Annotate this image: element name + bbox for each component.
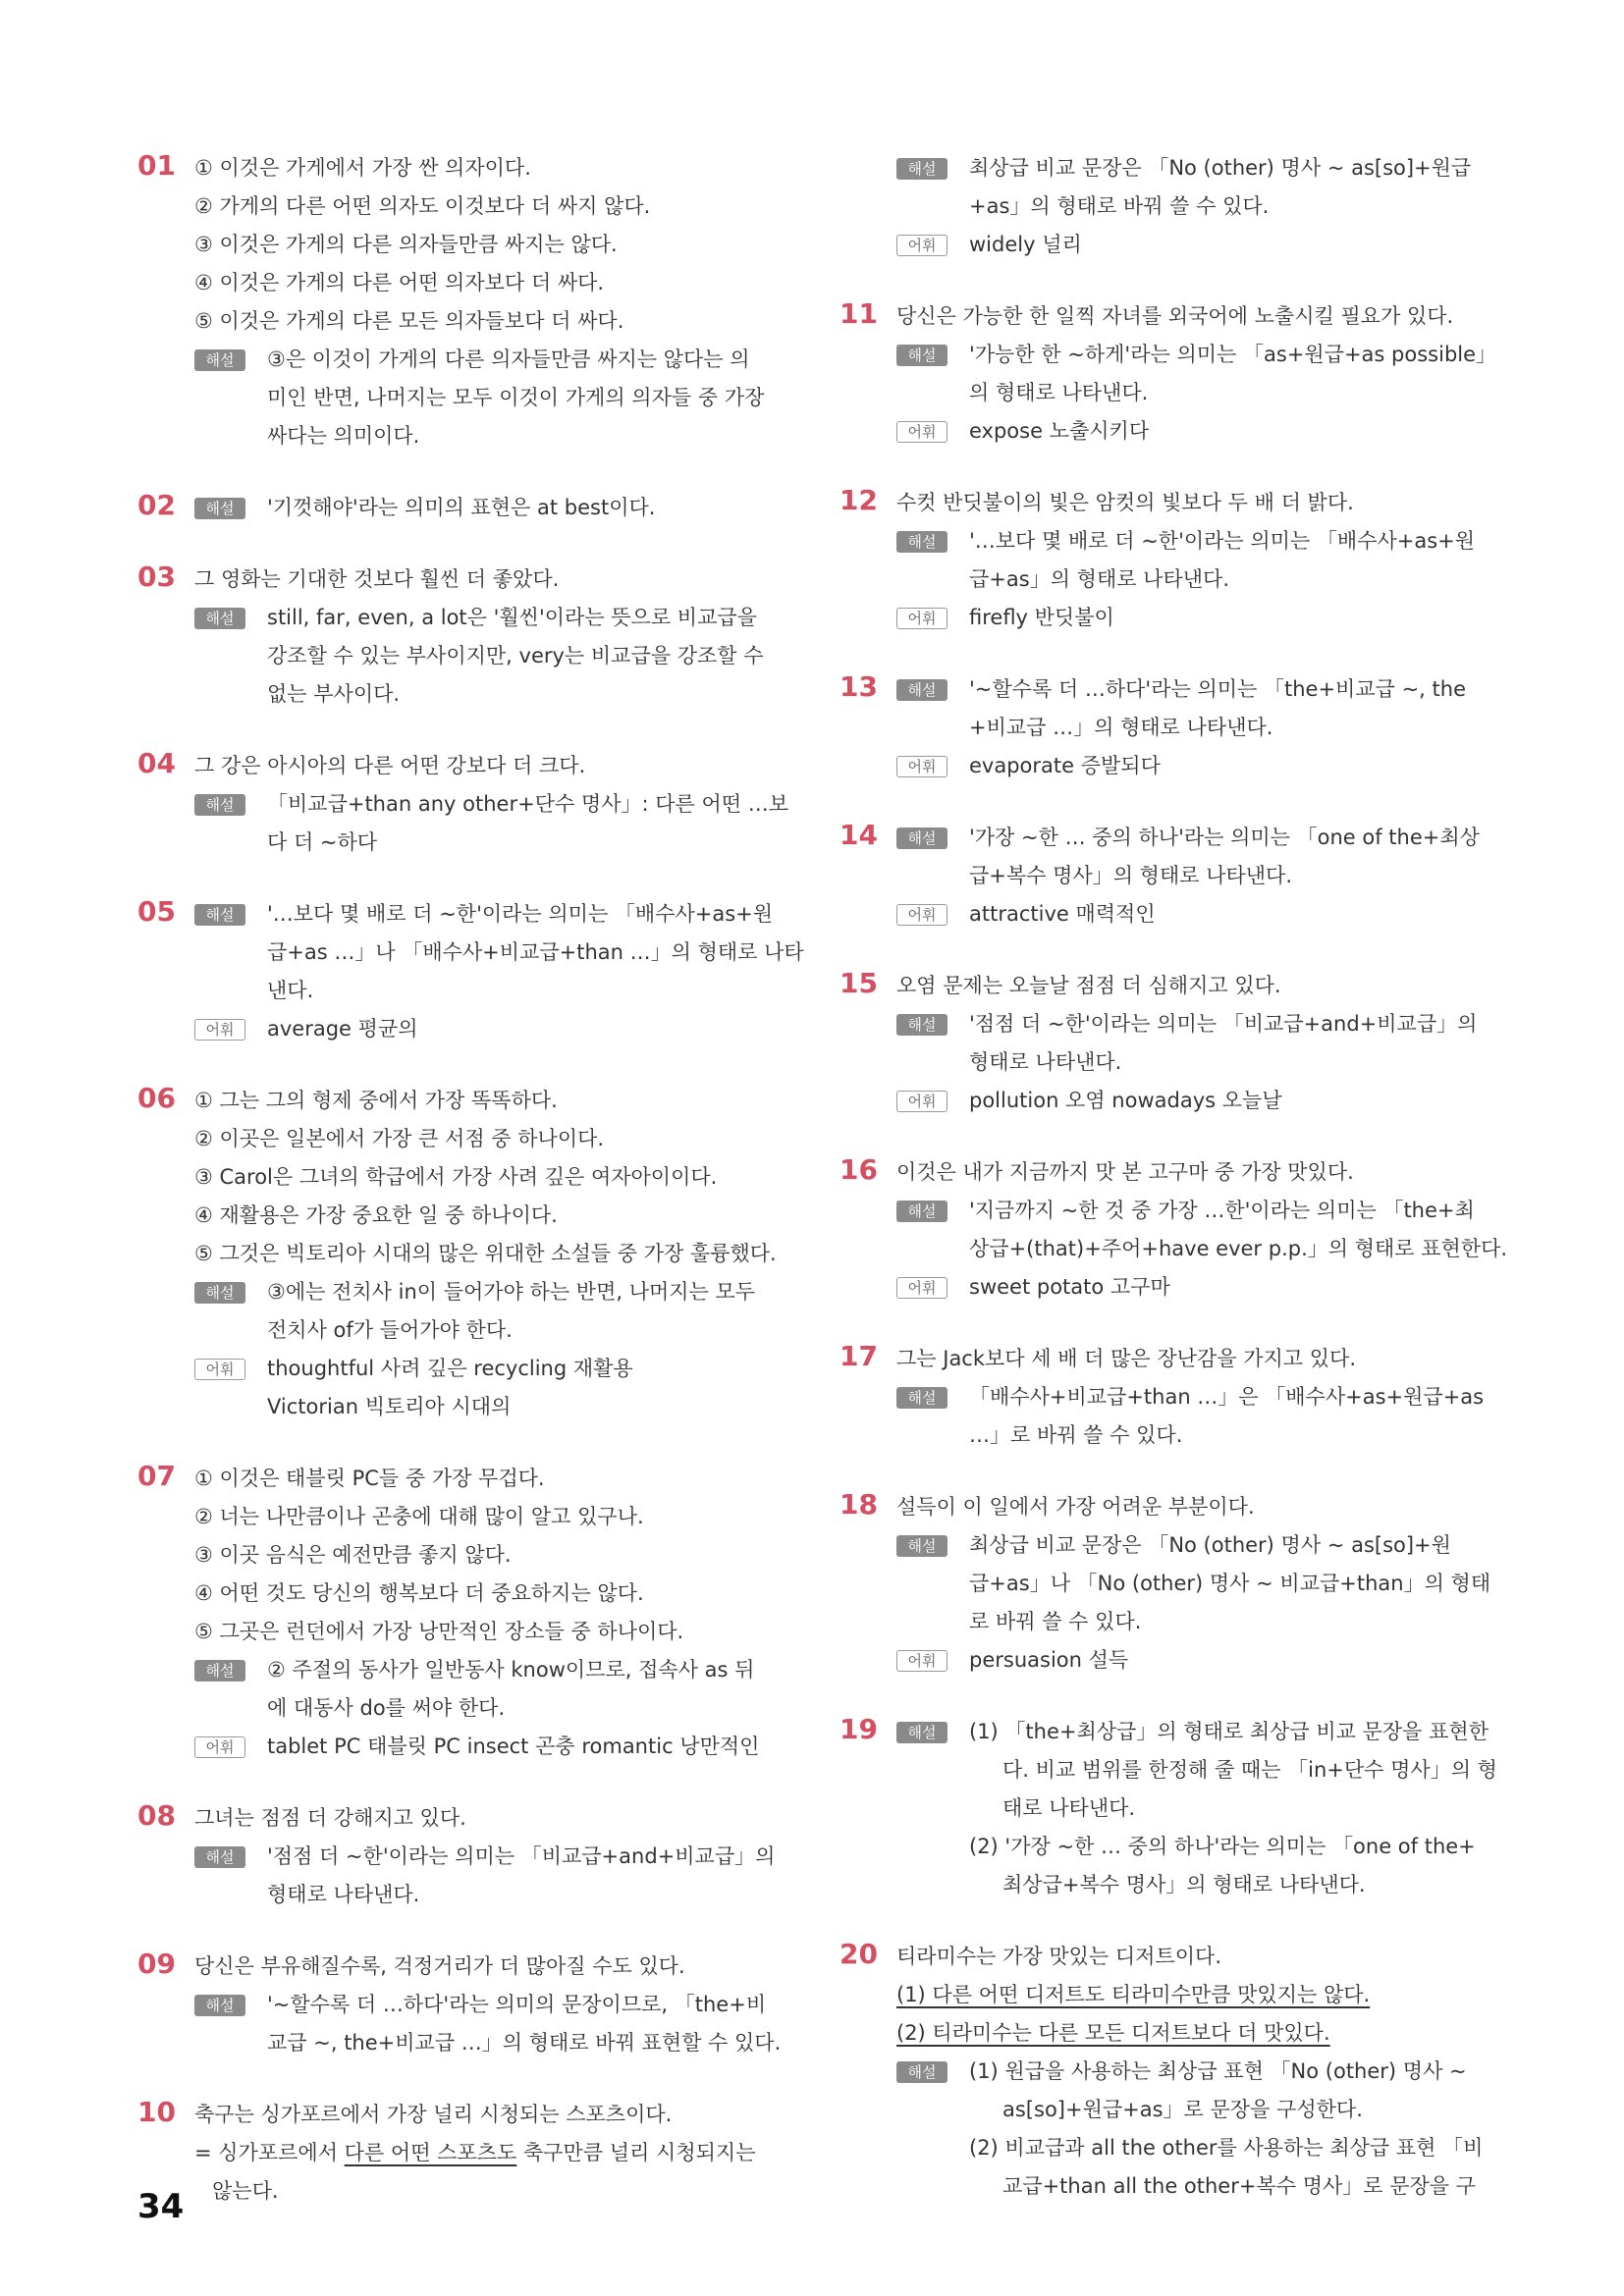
explanation-tag: 해설 xyxy=(896,2061,947,2083)
explanation-tag: 해설 xyxy=(194,498,245,519)
explanation-text: 로 바꿔 쓸 수 있다. xyxy=(969,1610,1142,1633)
sentence-line: 당신은 가능한 한 일찍 자녀를 외국어에 노출시킬 필요가 있다. xyxy=(896,304,1454,328)
question-item xyxy=(839,670,1488,785)
explanation-text: +비교급 …」의 형태로 나타낸다. xyxy=(969,716,1273,739)
explanation-line xyxy=(896,2167,1488,2206)
sentence-line: 이것은 내가 지금까지 맛 본 고구마 중 가장 맛있다. xyxy=(896,1160,1354,1184)
explanation-text: 의 형태로 나타낸다. xyxy=(969,381,1149,404)
explanation-text: 급+as」나 「No (other) 명사 ~ 비교급+than」의 형태 xyxy=(969,1572,1491,1595)
explanation-line xyxy=(194,934,804,972)
vocabulary-text: widely 널리 xyxy=(969,233,1082,256)
vocabulary-tag: 어휘 xyxy=(896,1650,947,1672)
equal-rest: 축구만큼 널리 시청되지는 xyxy=(516,2141,756,2164)
vocabulary-text: evaporate 증발되다 xyxy=(969,754,1161,777)
question-number: 13 xyxy=(839,670,878,703)
explanation-tag: 해설 xyxy=(896,1014,947,1036)
explanation-text: '가장 ~한 … 중의 하나'라는 의미는 「one of the+최상 xyxy=(969,826,1480,849)
sentence-line: ① 이것은 가게에서 가장 싼 의자이다. xyxy=(194,156,531,180)
vocabulary-line xyxy=(896,895,1488,934)
vocabulary-text: thoughtful 사려 깊은 recycling 재활용 xyxy=(267,1357,633,1380)
sentence-line: ④ 어떤 것도 당신의 행복보다 더 중요하지는 않다. xyxy=(194,1581,644,1605)
explanation-text: 낸다. xyxy=(267,979,314,1002)
explanation-line xyxy=(896,1043,1488,1082)
question-item xyxy=(137,149,785,455)
question-item xyxy=(137,1460,785,1766)
explanation-tag: 해설 xyxy=(194,1282,245,1304)
sentence-line: ⑤ 이것은 가게의 다른 모든 의자들보다 더 싸다. xyxy=(194,309,624,333)
right-column xyxy=(839,149,1508,2239)
explanation-tag: 해설 xyxy=(194,794,245,816)
explanation-text: (1) 「the+최상급」의 형태로 최상급 비교 문장을 표현한 xyxy=(969,1720,1489,1743)
vocabulary-line xyxy=(896,747,1488,785)
explanation-line xyxy=(194,417,785,455)
question-number: 01 xyxy=(137,149,176,182)
vocabulary-text: Victorian 빅토리아 시대의 xyxy=(267,1395,512,1418)
explanation-text: 급+as …」나 「배수사+비교급+than …」의 형태로 나타 xyxy=(267,940,804,964)
explanation-tag: 해설 xyxy=(896,1722,947,1743)
explanation-text: '~할수록 더 …하다'라는 의미의 문장이므로, 「the+비 xyxy=(267,1993,767,2016)
question-item xyxy=(137,1799,785,1914)
explanation-text: '기껏해야'라는 의미의 표현은 at best이다. xyxy=(267,496,656,519)
question-item xyxy=(839,819,1488,934)
explanation-tag: 해설 xyxy=(194,1995,245,2016)
explanation-line xyxy=(194,1689,785,1728)
explanation-text: 없는 부사이다. xyxy=(267,682,401,706)
question-number: 03 xyxy=(137,561,176,593)
question-item xyxy=(839,1488,1491,1680)
explanation-line xyxy=(896,2053,1488,2091)
explanation-tag: 해설 xyxy=(194,349,245,371)
sentence-line: ② 가게의 다른 어떤 의자도 이것보다 더 싸지 않다. xyxy=(194,194,651,218)
explanation-text: 미인 반면, 나머지는 모두 이것이 가게의 의자들 중 가장 xyxy=(267,386,765,409)
explanation-line xyxy=(896,2091,1488,2129)
explanation-line xyxy=(896,1828,1488,1866)
sentence-line: ① 그는 그의 형제 중에서 가장 똑똑하다. xyxy=(194,1089,558,1112)
explanation-line xyxy=(896,374,1488,412)
question-number: 19 xyxy=(839,1713,878,1745)
sentence-line: 당신은 부유해질수록, 걱정거리가 더 많아질 수도 있다. xyxy=(194,1954,685,1978)
vocabulary-line xyxy=(896,1641,1488,1680)
question-number: 14 xyxy=(839,819,878,851)
explanation-tag: 해설 xyxy=(194,1846,245,1868)
explanation-tag: 해설 xyxy=(896,531,947,553)
explanation-line xyxy=(194,972,785,1010)
explanation-text: 최상급 비교 문장은 「No (other) 명사 ~ as[so]+원급 xyxy=(969,156,1472,180)
explanation-text: (2) '가장 ~한 … 중의 하나'라는 의미는 「one of the+ xyxy=(969,1835,1476,1858)
explanation-line xyxy=(194,599,785,637)
explanation-tag: 해설 xyxy=(194,1660,245,1682)
sentence-line: 티라미수는 가장 맛있는 디저트이다. xyxy=(896,1945,1221,1968)
explanation-line xyxy=(194,824,785,862)
explanation-line xyxy=(896,1565,1491,1603)
explanation-text: '점점 더 ~한'이라는 의미는 「비교급+and+비교급」의 xyxy=(267,1844,776,1868)
question-item xyxy=(839,149,1488,264)
question-item xyxy=(137,1082,785,1426)
explanation-text: 교급 ~, the+비교급 …」의 형태로 바꿔 표현할 수 있다. xyxy=(267,2031,782,2055)
vocabulary-tag: 어휘 xyxy=(896,608,947,629)
vocabulary-line xyxy=(896,1268,1488,1307)
explanation-text: 상급+(that)+주어+have ever p.p.」의 형태로 표현한다. xyxy=(969,1237,1508,1260)
sentence-line: 설득이 이 일에서 가장 어려운 부분이다. xyxy=(896,1495,1255,1519)
explanation-line xyxy=(194,489,785,527)
vocabulary-tag: 어휘 xyxy=(194,1359,245,1380)
answer-line xyxy=(896,1976,1488,2014)
question-item xyxy=(839,1938,1488,2206)
answer-underlined: (2) 티라미수는 다른 모든 디저트보다 더 맛있다. xyxy=(896,2021,1330,2045)
explanation-line xyxy=(896,561,1488,599)
vocabulary-text: average 평균의 xyxy=(267,1017,418,1041)
explanation-text: 급+복수 명사」의 형태로 나타낸다. xyxy=(969,864,1293,887)
explanation-line xyxy=(896,149,1488,187)
question-item xyxy=(137,2096,785,2211)
equivalent-sentence xyxy=(194,2134,785,2172)
vocabulary-tag: 어휘 xyxy=(194,1736,245,1758)
vocabulary-text: pollution 오염 nowadays 오늘날 xyxy=(969,1089,1282,1112)
sentence-line: 그녀는 점점 더 강해지고 있다. xyxy=(194,1806,466,1830)
question-item xyxy=(839,1340,1488,1455)
sentence-line: ③ 이곳 음식은 예전만큼 좋지 않다. xyxy=(194,1543,512,1567)
explanation-text: 에 대동사 do를 써야 한다. xyxy=(267,1696,506,1720)
question-number: 11 xyxy=(839,297,878,330)
explanation-tag: 해설 xyxy=(896,158,947,180)
explanation-line xyxy=(896,819,1488,857)
explanation-line xyxy=(194,1876,785,1914)
sentence-line: ③ Carol은 그녀의 학급에서 가장 사려 깊은 여자아이이다. xyxy=(194,1165,718,1189)
question-number: 02 xyxy=(137,489,176,521)
explanation-text: as[so]+원급+as」로 문장을 구성한다. xyxy=(1002,2098,1363,2121)
explanation-text: 싸다는 의미이다. xyxy=(267,424,420,448)
explanation-text: still, far, even, a lot은 '훨씬'이라는 뜻으로 비교급을 xyxy=(267,606,757,629)
explanation-line xyxy=(896,1603,1488,1641)
explanation-line xyxy=(194,637,785,675)
explanation-text: 교급+than all the other+복수 명사」로 문장을 구 xyxy=(1002,2174,1477,2198)
explanation-line xyxy=(896,1866,1488,1904)
question-number: 16 xyxy=(839,1153,878,1186)
equivalent-sentence-end: 않는다. xyxy=(212,2179,279,2203)
explanation-line xyxy=(194,1986,785,2024)
explanation-line xyxy=(896,1230,1508,1268)
explanation-tag: 해설 xyxy=(194,608,245,629)
explanation-text: (1) 원급을 사용하는 최상급 표현 「No (other) 명사 ~ xyxy=(969,2059,1467,2083)
answer-line xyxy=(896,2014,1488,2053)
explanation-text: …」로 바꿔 쓸 수 있다. xyxy=(969,1423,1183,1447)
explanation-line xyxy=(896,522,1488,561)
explanation-text: 형태로 나타낸다. xyxy=(969,1050,1122,1074)
equal-prefix: = 싱가포르에서 xyxy=(194,2141,345,2164)
explanation-line xyxy=(896,1416,1488,1455)
vocabulary-line xyxy=(896,599,1488,637)
explanation-tag: 해설 xyxy=(896,1535,947,1557)
explanation-text: 전치사 of가 들어가야 한다. xyxy=(267,1318,513,1342)
explanation-line xyxy=(896,1751,1497,1789)
question-number: 17 xyxy=(839,1340,878,1372)
explanation-tag: 해설 xyxy=(896,679,947,701)
explanation-tag: 해설 xyxy=(896,1201,947,1222)
explanation-text: 형태로 나타낸다. xyxy=(267,1883,420,1906)
sentence-line: ③ 이것은 가게의 다른 의자들만큼 싸지는 않다. xyxy=(194,233,618,256)
vocabulary-tag: 어휘 xyxy=(896,1091,947,1112)
vocabulary-tag: 어휘 xyxy=(896,1277,947,1299)
question-item xyxy=(137,489,785,527)
vocabulary-line xyxy=(194,1350,785,1388)
question-item xyxy=(839,1153,1508,1307)
vocabulary-line xyxy=(896,226,1488,264)
vocabulary-text: expose 노출시키다 xyxy=(969,419,1150,443)
explanation-line xyxy=(896,1526,1488,1565)
sentence-line: 그는 Jack보다 세 배 더 많은 장난감을 가지고 있다. xyxy=(896,1347,1356,1370)
explanation-line xyxy=(896,857,1488,895)
vocabulary-tag: 어휘 xyxy=(896,421,947,443)
explanation-tag: 해설 xyxy=(896,345,947,366)
explanation-line xyxy=(194,341,785,379)
explanation-text: 최상급 비교 문장은 「No (other) 명사 ~ as[so]+원 xyxy=(969,1533,1451,1557)
question-item xyxy=(137,561,785,714)
vocabulary-text: persuasion 설득 xyxy=(969,1648,1129,1672)
explanation-line xyxy=(194,2024,785,2062)
explanation-text: '~할수록 더 …하다'라는 의미는 「the+비교급 ~, the xyxy=(969,677,1466,701)
sentence-line: ④ 이것은 가게의 다른 어떤 의자보다 더 싸다. xyxy=(194,271,605,294)
explanation-line xyxy=(896,336,1497,374)
explanation-line xyxy=(194,675,785,714)
sentence-line: ⑤ 그것은 빅토리아 시대의 많은 위대한 소설들 중 가장 훌륭했다. xyxy=(194,1242,777,1265)
explanation-text: 다 더 ~하다 xyxy=(267,830,378,854)
explanation-text: 강조할 수 있는 부사이지만, very는 비교급을 강조할 수 xyxy=(267,644,764,667)
question-item xyxy=(839,967,1488,1120)
question-item xyxy=(137,747,789,862)
explanation-line xyxy=(896,187,1488,226)
answer-underlined: (1) 다른 어떤 디저트도 티라미수만큼 맛있지는 않다. xyxy=(896,1983,1371,2006)
explanation-text: '…보다 몇 배로 더 ~한'이라는 의미는 「배수사+as+원 xyxy=(267,902,774,926)
explanation-line xyxy=(896,1005,1488,1043)
sentence-line: ④ 재활용은 가장 중요한 일 중 하나이다. xyxy=(194,1203,558,1227)
question-item xyxy=(137,1948,785,2062)
explanation-text: 급+as」의 형태로 나타낸다. xyxy=(969,567,1230,591)
question-number: 06 xyxy=(137,1082,176,1114)
vocabulary-tag: 어휘 xyxy=(896,756,947,777)
explanation-line xyxy=(896,1789,1488,1828)
question-number: 07 xyxy=(137,1460,176,1492)
question-number: 20 xyxy=(839,1938,878,1970)
vocabulary-line xyxy=(896,1082,1488,1120)
explanation-line xyxy=(194,1651,785,1689)
explanation-text: '점점 더 ~한'이라는 의미는 「비교급+and+비교급」의 xyxy=(969,1012,1478,1036)
question-item xyxy=(839,297,1497,451)
explanation-line xyxy=(194,895,785,934)
left-column xyxy=(137,149,804,2244)
question-number: 10 xyxy=(137,2096,176,2128)
sentence-line: ② 너는 나만큼이나 곤충에 대해 많이 알고 있구나. xyxy=(194,1505,644,1528)
explanation-line xyxy=(194,785,789,824)
explanation-text: (2) 비교급과 all the other를 사용하는 최상급 표현 「비 xyxy=(969,2136,1484,2160)
explanation-line xyxy=(896,670,1488,709)
sentence-line: 수컷 반딧불이의 빛은 암컷의 빛보다 두 배 더 밝다. xyxy=(896,491,1354,514)
explanation-text: '가능한 한 ~하게'라는 의미는 「as+원급+as possible」 xyxy=(969,343,1497,366)
sentence-line: ② 이곳은 일본에서 가장 큰 서점 중 하나이다. xyxy=(194,1127,605,1150)
explanation-line xyxy=(194,379,785,417)
vocabulary-text: firefly 반딧불이 xyxy=(969,606,1114,629)
explanation-text: ③은 이것이 가게의 다른 의자들만큼 싸지는 않다는 의 xyxy=(267,347,750,371)
sentence-line: ① 이것은 태블릿 PC들 중 가장 무겁다. xyxy=(194,1467,545,1490)
sentence-line: 축구는 싱가포르에서 가장 널리 시청되는 스포츠이다. xyxy=(194,2103,673,2126)
vocabulary-line xyxy=(194,1728,785,1766)
sentence-line: ⑤ 그곳은 런던에서 가장 낭만적인 장소들 중 하나이다. xyxy=(194,1620,684,1643)
explanation-line xyxy=(896,709,1488,747)
explanation-line xyxy=(896,2129,1488,2167)
explanation-tag: 해설 xyxy=(896,1387,947,1409)
explanation-text: '지금까지 ~한 것 중 가장 …한'이라는 의미는 「the+최 xyxy=(969,1199,1475,1222)
page-number: 34 xyxy=(137,2187,185,2226)
question-number: 09 xyxy=(137,1948,176,1980)
vocabulary-tag: 어휘 xyxy=(896,235,947,256)
explanation-text: 최상급+복수 명사」의 형태로 나타낸다. xyxy=(1002,1873,1366,1896)
explanation-tag: 해설 xyxy=(896,828,947,849)
sentence-line: 그 영화는 기대한 것보다 훨씬 더 좋았다. xyxy=(194,567,560,591)
explanation-line xyxy=(194,1273,785,1311)
explanation-text: +as」의 형태로 바꿔 쓸 수 있다. xyxy=(969,194,1270,218)
explanation-text: ② 주절의 동사가 일반동사 know이므로, 접속사 as 뒤 xyxy=(267,1658,755,1682)
explanation-line xyxy=(896,1192,1488,1230)
explanation-line xyxy=(194,1838,785,1876)
question-number: 12 xyxy=(839,484,878,516)
explanation-text: 「배수사+비교급+than …」은 「배수사+as+원급+as xyxy=(969,1385,1485,1409)
explanation-line xyxy=(896,1713,1488,1751)
question-number: 05 xyxy=(137,895,176,928)
question-number: 15 xyxy=(839,967,878,999)
vocabulary-tag: 어휘 xyxy=(194,1019,245,1041)
equal-underlined: 다른 어떤 스포츠도 xyxy=(344,2141,517,2164)
explanation-text: 다. 비교 범위를 한정해 줄 때는 「in+단수 명사」의 형 xyxy=(1002,1758,1497,1782)
explanation-text: 태로 나타낸다. xyxy=(1002,1796,1136,1820)
vocabulary-line xyxy=(194,1388,785,1426)
vocabulary-line xyxy=(194,1010,785,1048)
explanation-text: '…보다 몇 배로 더 ~한'이라는 의미는 「배수사+as+원 xyxy=(969,529,1476,553)
question-item xyxy=(839,1713,1497,1904)
question-number: 08 xyxy=(137,1799,176,1832)
explanation-text: ③에는 전치사 in이 들어가야 하는 반면, 나머지는 모두 xyxy=(267,1280,756,1304)
question-item xyxy=(839,484,1488,637)
vocabulary-text: attractive 매력적인 xyxy=(969,902,1156,926)
vocabulary-text: tablet PC 태블릿 PC insect 곤충 romantic 낭만적인 xyxy=(267,1735,760,1758)
explanation-line xyxy=(194,1311,785,1350)
explanation-text: 「비교급+than any other+단수 명사」: 다른 어떤 …보 xyxy=(267,792,789,816)
vocabulary-tag: 어휘 xyxy=(896,904,947,926)
sentence-line: 그 강은 아시아의 다른 어떤 강보다 더 크다. xyxy=(194,754,586,777)
vocabulary-text: sweet potato 고구마 xyxy=(969,1275,1170,1299)
explanation-line xyxy=(896,1378,1488,1416)
question-number: 18 xyxy=(839,1488,878,1521)
explanation-tag: 해설 xyxy=(194,904,245,926)
vocabulary-line xyxy=(896,412,1488,451)
question-item xyxy=(137,895,804,1048)
sentence-line: 오염 문제는 오늘날 점점 더 심해지고 있다. xyxy=(896,974,1281,997)
question-number: 04 xyxy=(137,747,176,779)
